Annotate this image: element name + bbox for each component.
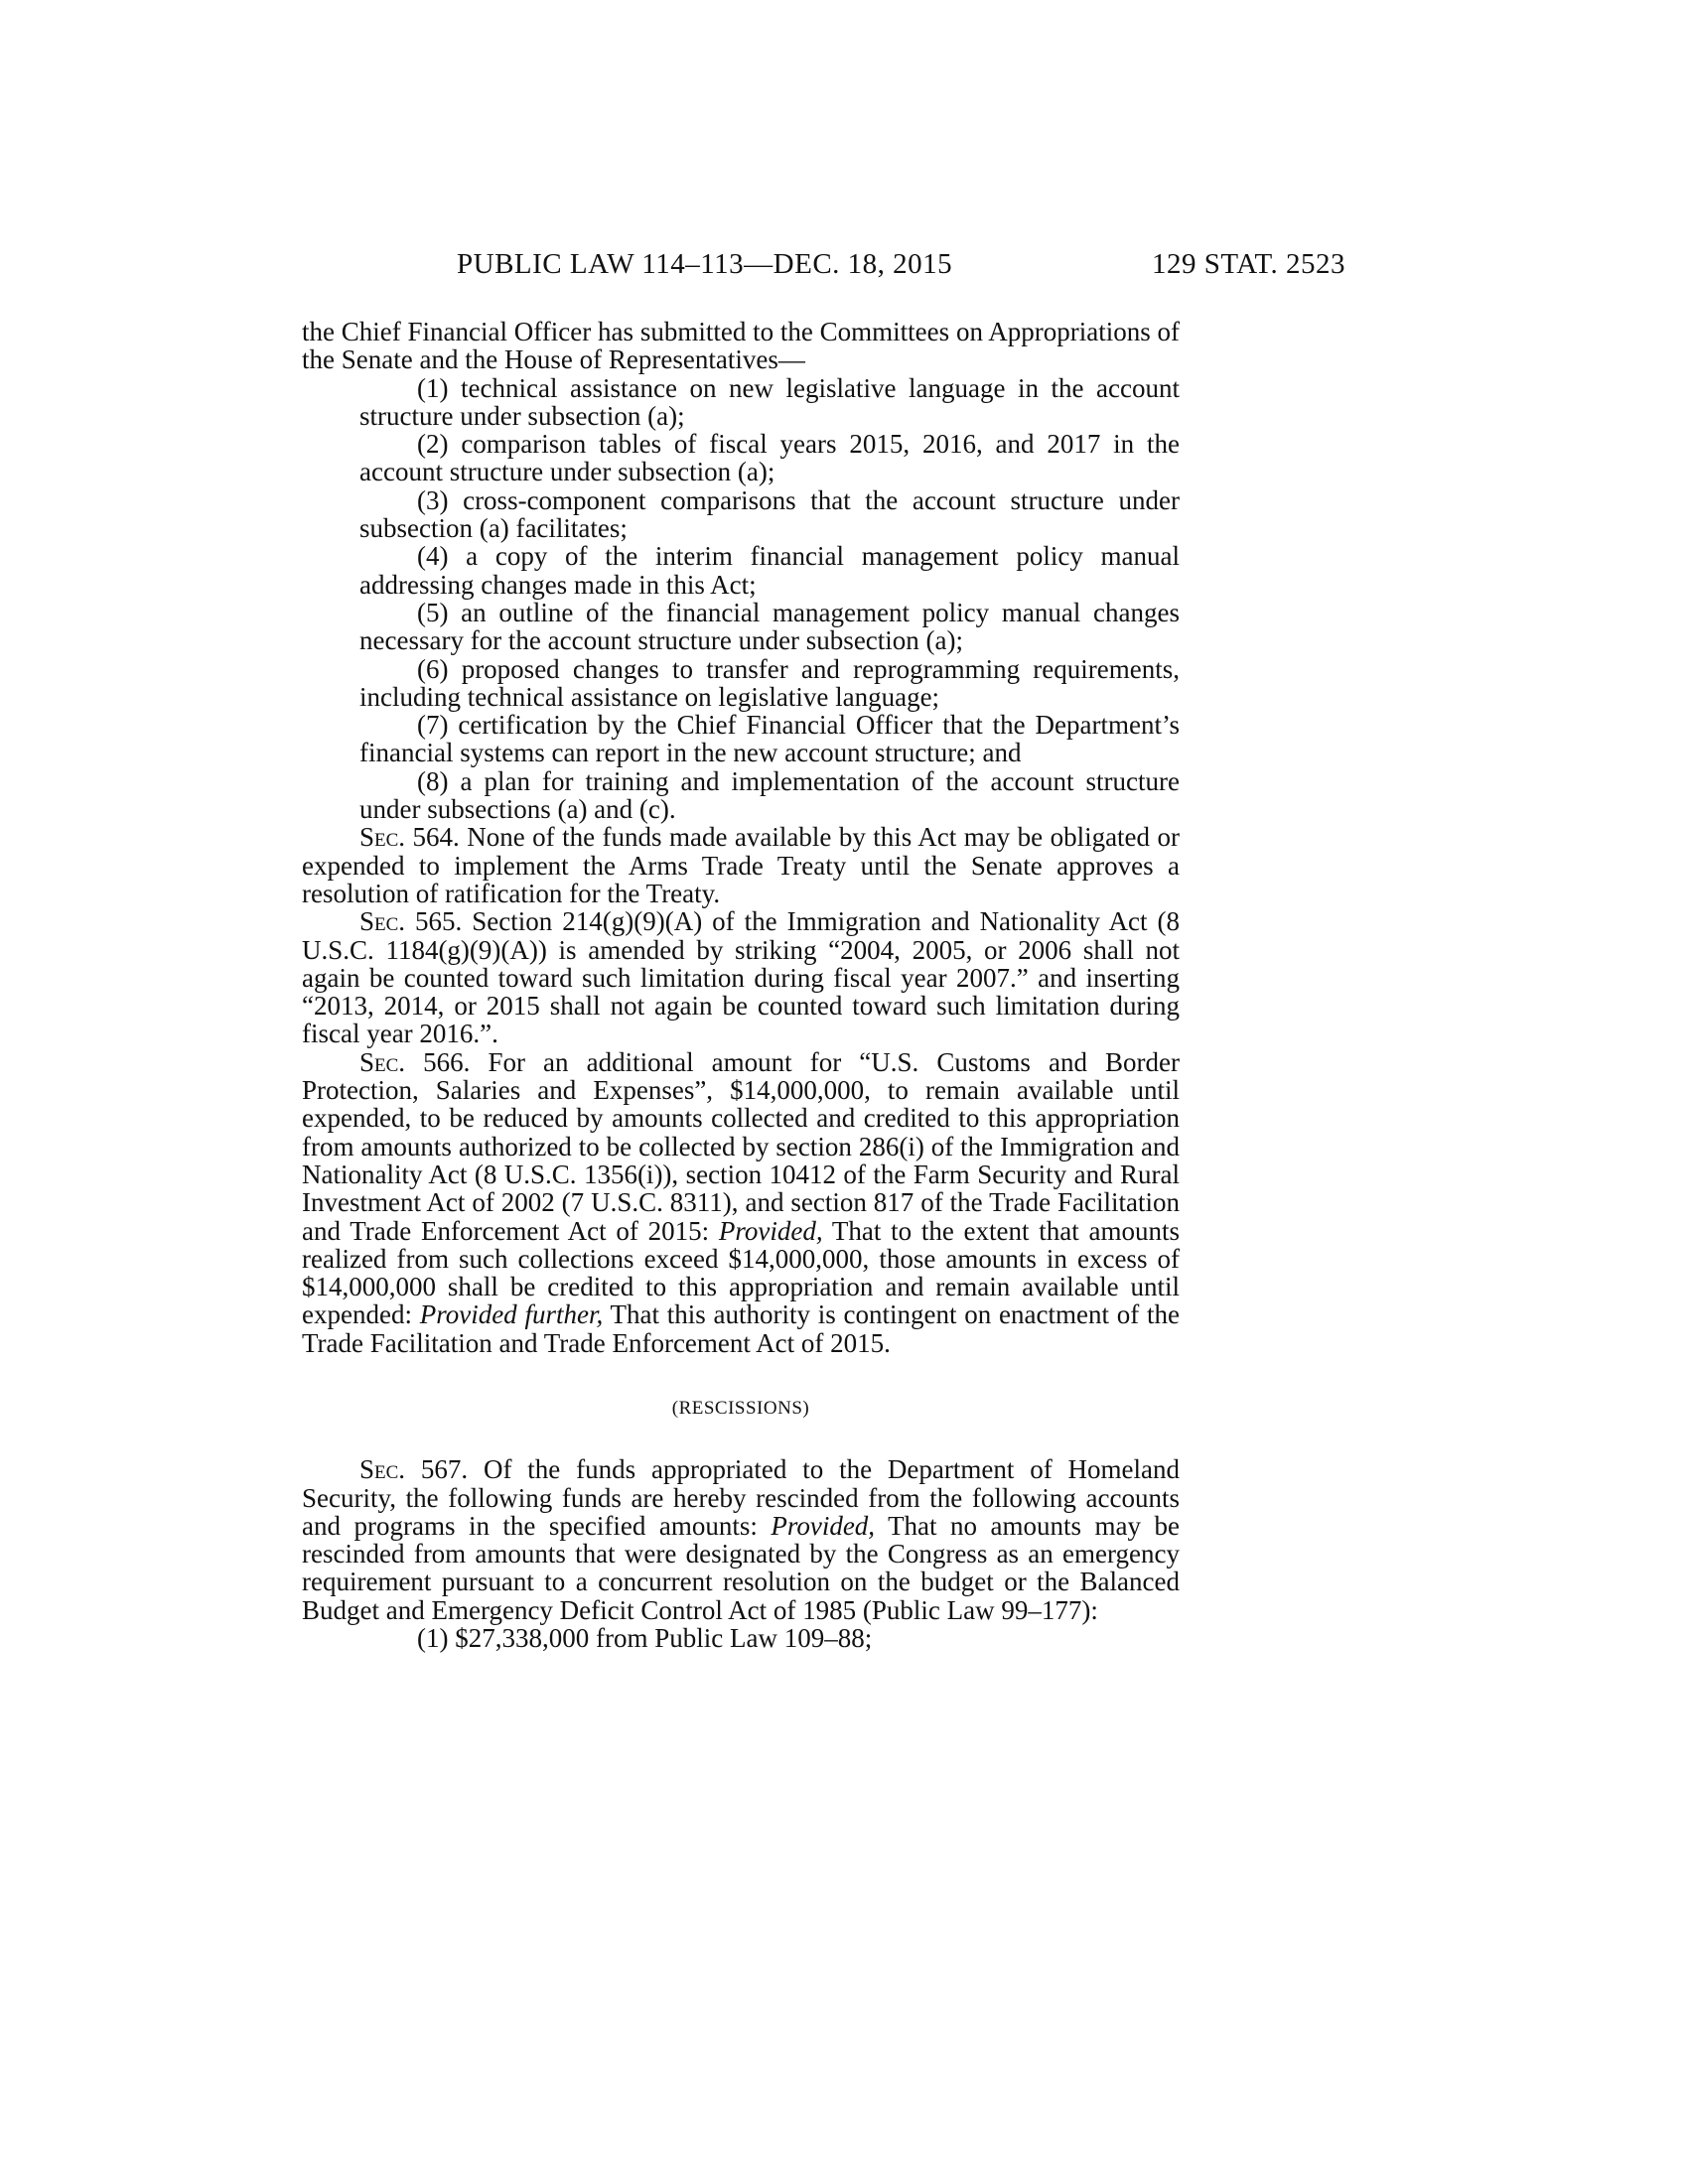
requirements-list xyxy=(302,374,1180,824)
section-566-text-c: That this authority is contingent on enactment of the Trade Facilitation and Trade Enforcement Act of 2015. xyxy=(302,1299,1180,1358)
rescission-list xyxy=(302,1624,1180,1652)
proviso-provided: Provided, xyxy=(718,1215,823,1246)
list-item: (5) an outline of the financial management policy manual changes necessary for the account structure under subsection (a); xyxy=(359,597,1180,656)
section-566 xyxy=(302,1048,1180,1357)
document-body xyxy=(302,318,1180,1652)
list-item: (7) certification by the Chief Financial Officer that the Department’s financial systems can report in the new account structure; and xyxy=(359,710,1180,768)
section-label: Sec. xyxy=(359,1046,406,1077)
proviso-provided: Provided, xyxy=(771,1510,876,1541)
section-label: Sec. xyxy=(359,822,406,853)
list-item: (2) comparison tables of fiscal years 2015, 2016, and 2017 in the account structure under subsection (a); xyxy=(359,429,1180,487)
list-item: (1) $27,338,000 from Public Law 109–88; xyxy=(417,1623,873,1654)
page-header xyxy=(0,244,1688,284)
section-566-text-a: 566. For an additional amount for “U.S. Customs and Border Protection, Salaries and Expenses”, $14,000,000, to remain available until expended, to be reduced by amounts collected and credited to this appropriation from amounts authorized to be collected by section 286(i) of the Immigration and Nationality Act (8 U.S.C. 1356(i)), section 10412 of the Farm Security and Rural Investment Act of 2002 (7 U.S.C. 8311), and section 817 of the Trade Facilitation and Trade Enforcement Act of 2015: xyxy=(302,1046,1180,1246)
list-item: (1) technical assistance on new legislative language in the account structure under subsection (a); xyxy=(359,372,1180,431)
list-item: (6) proposed changes to transfer and reprogramming requirements, including technical assistance on legislative language; xyxy=(359,653,1180,712)
section-564-text: 564. None of the funds made available by this Act may be obligated or expended to implement the Arms Trade Treaty until the Senate approves a resolution of ratification for the Treaty. xyxy=(302,822,1180,908)
section-567 xyxy=(302,1455,1180,1624)
proviso-provided-further: Provided further, xyxy=(419,1299,604,1330)
rescissions-heading: (RESCISSIONS) xyxy=(671,1397,810,1419)
section-label: Sec. xyxy=(359,1454,406,1485)
statute-page-number: 129 STAT. 2523 xyxy=(1152,248,1346,280)
section-567-text-a: 567. Of the funds appropriated to the Department of Homeland Security, the following funds are hereby rescinded from the following accounts and programs in the specified amounts: xyxy=(302,1454,1180,1541)
list-item: (4) a copy of the interim financial management policy manual addressing changes made in this Act; xyxy=(359,541,1180,600)
section-565 xyxy=(302,907,1180,1047)
list-item: (3) cross-component comparisons that the account structure under subsection (a) facilitates; xyxy=(359,484,1180,544)
section-565-text: 565. Section 214(g)(9)(A) of the Immigration and Nationality Act (8 U.S.C. 1184(g)(9)(A)) is amended by striking “2004, 2005, or 2006 shall not again be counted toward such limitation during fiscal year 2007.” and inserting “2013, 2014, or 2015 shall not again be counted toward such limitation during fiscal year 2016.”. xyxy=(302,906,1180,1049)
section-567-text-b: That no amounts may be rescinded from amounts that were designated by the Congress as an emergency requirement pursuant to a concurrent resolution on the budget or the Balanced Budget and Emergency Deficit Control Act of 1985 (Public Law 99–177): xyxy=(302,1510,1180,1625)
intro-paragraph: the Chief Financial Officer has submitted to the Committees on Appropriations of the Senate and the House of Representatives— xyxy=(302,317,1180,375)
section-label: Sec. xyxy=(359,906,406,937)
list-item: (8) a plan for training and implementation of the account structure under subsections (a) and (c). xyxy=(359,765,1180,825)
running-head-title: PUBLIC LAW 114–113—DEC. 18, 2015 xyxy=(457,248,953,280)
section-564 xyxy=(302,823,1180,907)
section-566-text-b: That to the extent that amounts realized from such collections exceed $14,000,000, those amounts in excess of $14,000,000 shall be credited to this appropriation and remain available until expended: xyxy=(302,1215,1180,1330)
